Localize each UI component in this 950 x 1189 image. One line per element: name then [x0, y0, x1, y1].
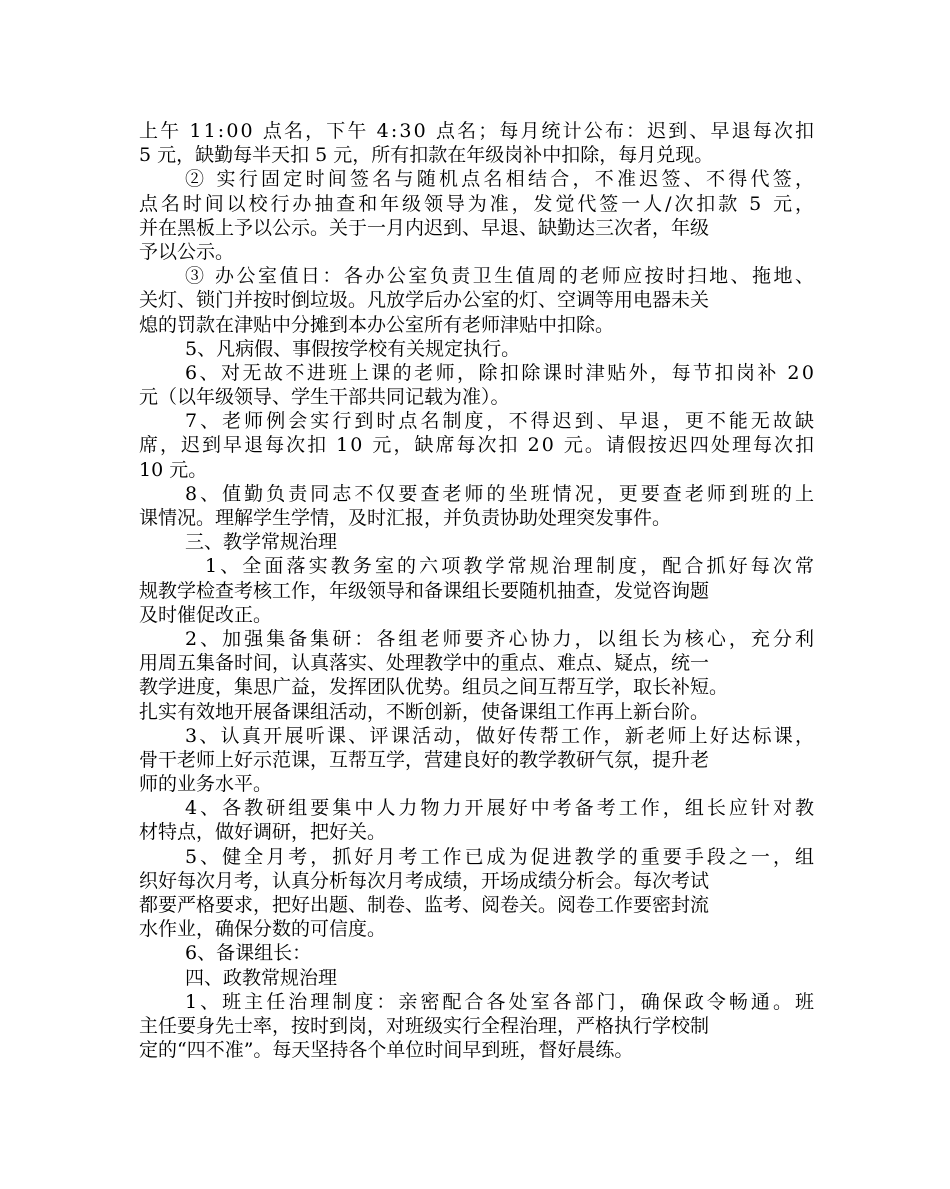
text-line: 三、教学常规治理 — [185, 531, 338, 554]
text-line: 规教学检查考核工作，年级领导和备课组长要随机抽查，发觉咨询题 — [139, 579, 710, 602]
text-line: ③ 办公室值日：各办公室负责卫生值周的老师应按时扫地、拖地、 — [185, 265, 817, 288]
text-line: 席，迟到早退每次扣 10 元，缺席每次扣 20 元。请假按迟四处理每次扣 — [139, 434, 817, 457]
text-line: 用周五集备时间，认真落实、处理教学中的重点、难点、疑点，统一 — [139, 652, 710, 675]
text-line: 主任要身先士率，按时到岗，对班级实行全程治理，严格执行学校制 — [139, 1014, 710, 1037]
text-line: 材特点，做好调研，把好关。 — [139, 821, 387, 844]
text-line: 及时催促改正。 — [139, 603, 273, 626]
text-line: 予以公示。 — [139, 240, 235, 263]
text-line: 点名时间以校行办抽查和年级领导为准，发觉代签一人/次扣款 5 元， — [139, 192, 817, 215]
text-line: 水作业，确保分数的可信度。 — [139, 918, 387, 941]
text-line: 7、老师例会实行到时点名制度，不得迟到、早退，更不能无故缺 — [185, 410, 818, 433]
text-line: 师的业务水平。 — [139, 773, 273, 796]
text-line: 2、加强集备集研：各组老师要齐心协力，以组长为核心，充分利 — [185, 627, 818, 650]
text-line: 定的“四不准”。每天坚持各个单位时间早到班，督好晨练。 — [139, 1039, 634, 1062]
text-line: 骨干老师上好示范课，互帮互学，营建良好的教学教研气氛，提升老 — [139, 748, 710, 771]
text-line: 并在黑板上予以公示。关于一月内迟到、早退、缺勤达三次者，年级 — [139, 216, 710, 239]
text-line: 四、政教常规治理 — [185, 966, 338, 989]
text-line: 1、班主任治理制度：亲密配合各处室各部门，确保政令畅通。班 — [185, 990, 818, 1013]
text-line: 教学进度，集思广益，发挥团队优势。组员之间互帮互学，取长补短。 — [139, 676, 729, 699]
text-line: 4、各教研组要集中人力物力开展好中考备考工作，组长应针对教 — [185, 797, 818, 820]
text-line: 课情况。理解学生学情，及时汇报，并负责协助处理突发事件。 — [139, 507, 672, 529]
text-line: 织好每次月考，认真分析每次月考成绩，开场成绩分析会。每次考试 — [139, 869, 710, 892]
text-line: 1、全面落实教务室的六项教学常规治理制度，配合抓好每次常 — [205, 555, 818, 578]
text-line: 熄的罚款在津贴中分摊到本办公室所有老师津贴中扣除。 — [139, 313, 615, 336]
text-line: 5 元，缺勤每半天扣 5 元，所有扣款在年级岗补中扣除，每月兑现。 — [139, 144, 714, 167]
text-line: 扎实有效地开展备课组活动，不断创新，使备课组工作再上新台阶。 — [139, 700, 710, 723]
text-line: 上午 11:00 点名，下午 4:30 点名；每月统计公布：迟到、早退每次扣 — [139, 120, 817, 142]
document-body — [139, 119, 818, 1062]
text-line: 关灯、锁门并按时倒垃圾。凡放学后办公室的灯、空调等用电器未关 — [139, 289, 710, 312]
text-line: 10 元。 — [139, 458, 208, 481]
text-line: 5、凡病假、事假按学校有关规定执行。 — [185, 337, 521, 360]
text-line: 5、健全月考，抓好月考工作已成为促进教学的重要手段之一，组 — [185, 845, 818, 868]
text-line: 3、认真开展听课、评课活动，做好传帮工作，新老师上好达标课， — [185, 724, 817, 747]
text-line: ② 实行固定时间签名与随机点名相结合，不准迟签、不得代签， — [185, 168, 818, 191]
text-line: 6、备课组长： — [185, 942, 312, 965]
text-line: 6、对无故不进班上课的老师，除扣除课时津贴外，每节扣岗补 20 — [185, 361, 817, 384]
text-line: 元（以年级领导、学生干部共同记载为准）。 — [139, 386, 510, 409]
text-line: 8、值勤负责同志不仅要查老师的坐班情况，更要查老师到班的上 — [185, 482, 818, 505]
text-line: 都要严格要求，把好出题、制卷、监考、阅卷关。阅卷工作要密封流 — [139, 894, 710, 916]
